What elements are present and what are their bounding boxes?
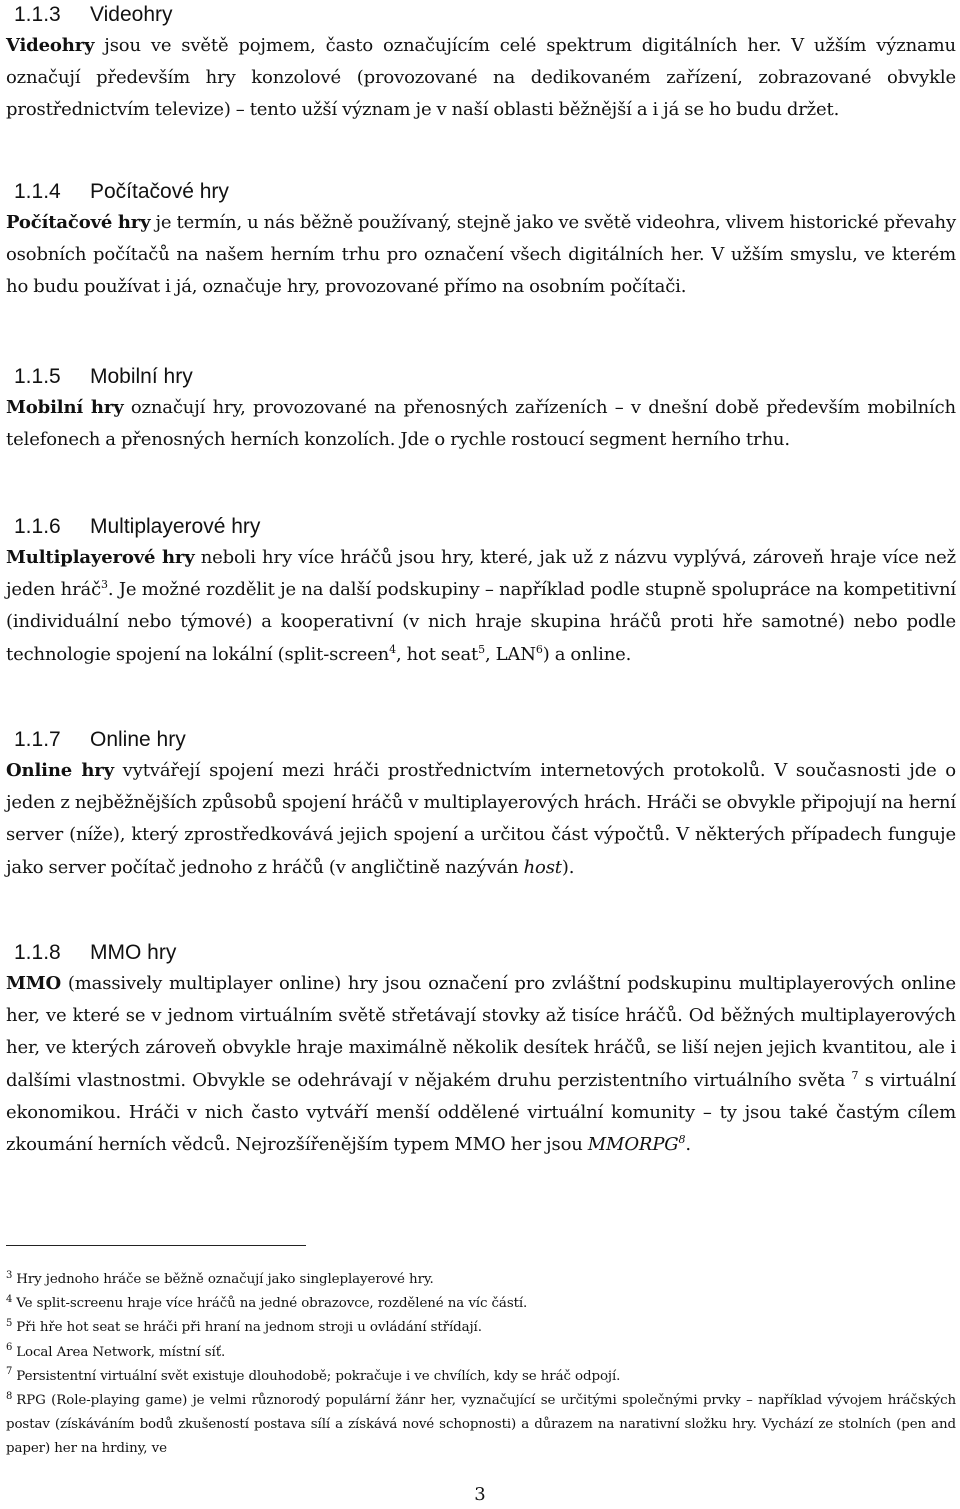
term-bold: Mobilní hry bbox=[6, 397, 124, 418]
section-title: Počítačové hry bbox=[90, 180, 229, 203]
text-run: vytvářejí spojení mezi hráči prostřednictvím internetových protokolů. V současnosti jde o jeden z nejběžnějších způsobů spojení hráčů v multiplayerových hrách. Hráči se obvykle připojují na herní server (níže), který zprostředkovává jejich spojení a určitou část výpočtů. V některých případech funguje jako server počítač jednoho z hráčů (v angličtině nazýván bbox=[6, 760, 956, 878]
section-number: 1.1.4 bbox=[14, 180, 61, 203]
text-run: , LAN bbox=[484, 643, 536, 665]
footnote-text: Persistentní virtuální svět existuje dlouhodobě; pokračuje i ve chvílích, kdy se hráč odpojí. bbox=[16, 1368, 621, 1384]
text-run: je termín, u nás běžně používaný, stejně jako ve světě videohra, vlivem historické převahy osobních počítačů na našem herním trhu pro označení všech digitálních her. V užším smyslu, ve kterém ho budu používat i já, označuje hry, provozované přímo na osobním počítači. bbox=[6, 212, 956, 298]
footnote-number: 3 bbox=[6, 1269, 13, 1281]
text-run: . bbox=[685, 1134, 691, 1156]
section-number: 1.1.3 bbox=[14, 3, 61, 26]
footnote-ref: 4 bbox=[389, 642, 396, 656]
footnote bbox=[6, 1316, 956, 1340]
footnote bbox=[6, 1365, 956, 1389]
text-run: jsou ve světě pojmem, často označujícím celé spektrum digitálních her. V užším významu označují především hry konzolové (provozované na dedikovaném zařízení, zobrazované obvykle prostřednictvím televize) – tento užší význam je v naší oblasti běžnější a i já se ho budu držet. bbox=[6, 35, 956, 121]
term-italic: host bbox=[523, 856, 562, 878]
section-number: 1.1.6 bbox=[14, 515, 61, 538]
section-paragraph bbox=[6, 755, 956, 884]
term-bold: Online hry bbox=[6, 760, 114, 781]
section-heading bbox=[6, 177, 956, 207]
section bbox=[6, 0, 956, 127]
footnote-ref: 6 bbox=[535, 642, 543, 656]
section-paragraph bbox=[6, 392, 956, 456]
term-bold: MMO bbox=[6, 973, 62, 994]
section-number: 1.1.8 bbox=[14, 941, 61, 964]
text-run: neboli hry více hráčů jsou hry, které, jak už z názvu vyplývá, zároveň hraje více než jeden hráč bbox=[6, 547, 956, 601]
page-number: 3 bbox=[474, 1484, 486, 1505]
footnote bbox=[6, 1292, 956, 1316]
section-number: 1.1.7 bbox=[14, 728, 61, 751]
footnote bbox=[6, 1341, 956, 1365]
footnote-ref: 8 bbox=[678, 1133, 686, 1147]
footnote-ref: 5 bbox=[478, 642, 485, 656]
footnote-ref: 3 bbox=[101, 578, 108, 592]
section bbox=[6, 362, 956, 456]
footnote-text: Local Area Network, místní síť. bbox=[16, 1344, 226, 1360]
footnotes bbox=[6, 1268, 956, 1462]
text-run: ). bbox=[561, 856, 575, 878]
footnote-number: 7 bbox=[6, 1366, 13, 1378]
footnote-text: RPG (Role-playing game) je velmi různorodý populární žánr her, vyznačující se určitými společnými prvky – například vývojem hráčských postav (získáváním bodů zkušeností postava sílí a získává nové schopnosti) a důrazem na narativní složku hry. Vychází ze stolních (pen and paper) her na hrdiny, ve bbox=[6, 1393, 956, 1457]
section-heading bbox=[6, 725, 956, 755]
section-paragraph bbox=[6, 207, 956, 304]
section bbox=[6, 177, 956, 304]
term-italic: MMORPG bbox=[587, 1134, 679, 1156]
section bbox=[6, 725, 956, 884]
footnote-separator bbox=[6, 1245, 306, 1246]
text-run: (massively multiplayer online) hry jsou označení pro zvláštní podskupinu multiplayerových online her, ve které se v jednom virtuálním světě střetávají stovky až tisíce hráčů. Od běžných multiplayerových her, ve kterých zároveň obvykle hraje maximálně několik desítek hráčů, se liší nejen jejich kvantitou, ale i dalšími vlastnostmi. Obvykle se odehrávají v nějakém druhu perzistentního virtuálního světa bbox=[6, 973, 956, 1091]
section-heading bbox=[6, 0, 956, 30]
section-heading bbox=[6, 938, 956, 968]
footnote-text: Při hře hot seat se hráči při hraní na jednom stroji u ovládání střídají. bbox=[16, 1320, 482, 1336]
section-title: Online hry bbox=[90, 728, 186, 751]
text-run: označují hry, provozované na přenosných zařízeních – v dnešní době především mobilních telefonech a přenosných herních konzolích. Jde o rychle rostoucí segment herního trhu. bbox=[6, 397, 956, 451]
footnote-number: 6 bbox=[6, 1342, 13, 1354]
section-paragraph bbox=[6, 542, 956, 671]
term-bold: Počítačové hry bbox=[6, 212, 151, 233]
section-title: Videohry bbox=[90, 3, 173, 26]
term-bold: Videohry bbox=[6, 35, 95, 56]
section-number: 1.1.5 bbox=[14, 365, 61, 388]
section bbox=[6, 938, 956, 1161]
footnote-number: 8 bbox=[6, 1390, 13, 1402]
footnote-ref: 7 bbox=[851, 1068, 859, 1082]
text-run: ) a online. bbox=[542, 643, 632, 665]
section-title: Multiplayerové hry bbox=[90, 515, 261, 538]
footnote-number: 5 bbox=[6, 1317, 13, 1329]
text-run: . Je možné rozdělit je na další podskupiny – například podle stupně spolupráce na kompetitivní (individuální nebo týmové) a kooperativní (v nich hraje skupina hráčů proti hře samotné) nebo podle technologie spojení na lokální (split-screen bbox=[6, 579, 956, 665]
section bbox=[6, 512, 956, 671]
section-title: Mobilní hry bbox=[90, 365, 193, 388]
section-heading bbox=[6, 512, 956, 542]
footnote-text: Ve split-screenu hraje více hráčů na jedné obrazovce, rozdělené na víc částí. bbox=[16, 1296, 528, 1312]
section-paragraph bbox=[6, 968, 956, 1161]
footnote-number: 4 bbox=[6, 1293, 13, 1305]
text-run: , hot seat bbox=[395, 643, 479, 665]
term-bold: Multiplayerové hry bbox=[6, 547, 195, 568]
footnote-text: Hry jednoho hráče se běžně označují jako singleplayerové hry. bbox=[16, 1272, 434, 1287]
footnote bbox=[6, 1268, 956, 1292]
text-run: s virtuální ekonomikou. Hráči v nich často vytváří menší oddělené virtuální komunity – ty jsou také častým cílem zkoumání herních vědců. Nejrozšířenějším typem MMO her jsou bbox=[6, 1069, 956, 1156]
section-paragraph bbox=[6, 30, 956, 127]
section-title: MMO hry bbox=[90, 941, 177, 964]
footnote bbox=[6, 1389, 956, 1462]
section-heading bbox=[6, 362, 956, 392]
